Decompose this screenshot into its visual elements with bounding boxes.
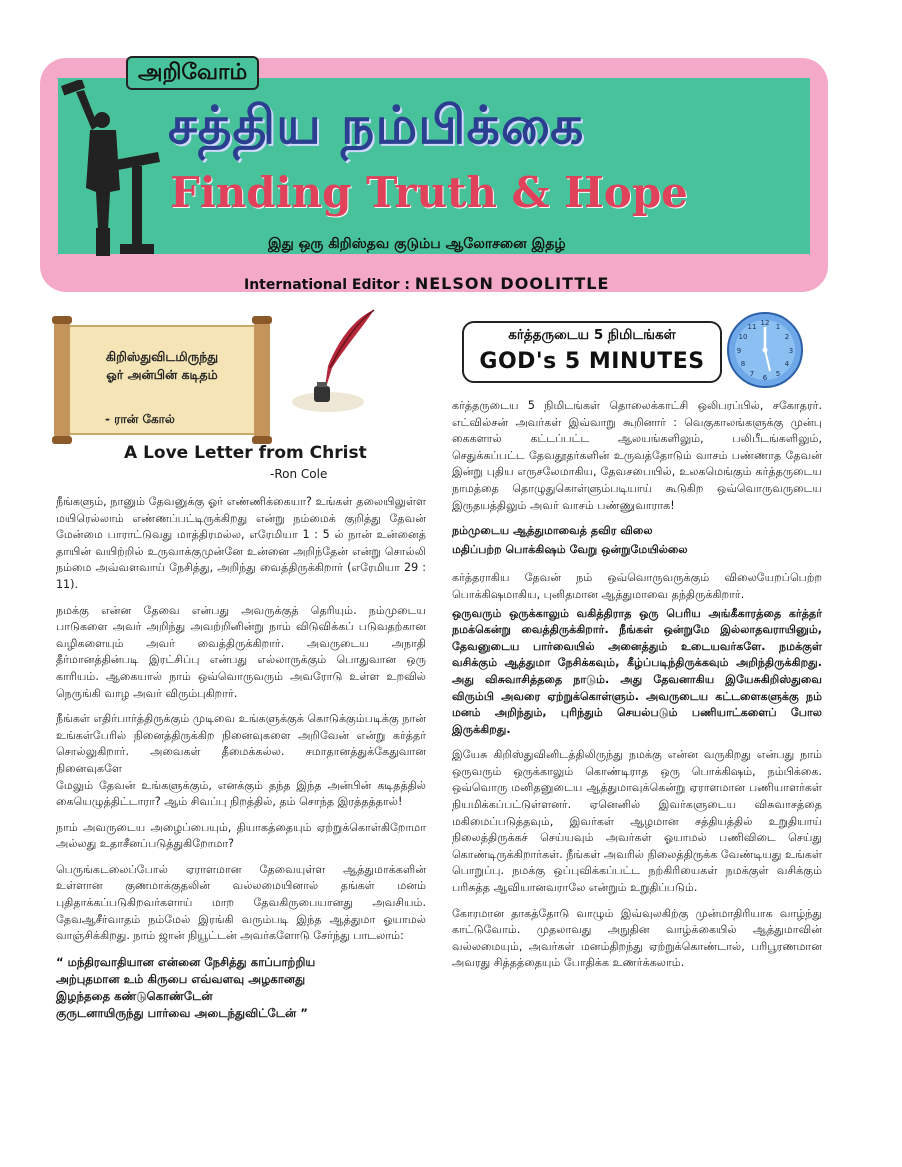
scroll-title-line-2: ஓர் அன்பின் கடிதம்	[106, 367, 218, 382]
quote-line: “ மந்திரவாதியான என்னை நேசித்து காப்பாற்றிய	[56, 954, 316, 969]
svg-text:5: 5	[775, 370, 781, 378]
paragraph: கர்த்தருடைய 5 நிமிடங்கள் தொலைக்காட்சி ஒலிபரப்பில், சகோதரர். எட்வில்சன் அவர்கள் இவ்வாறு கூறினார் : வெகுகாலங்களுக்கு முன்பு கைகளால் கட்டப்பட்ட ஆலயங்களிலும், பலிபீடங்களிலும், செதுக்கப்பட்ட தேவதூதர்களின் உருவத்தோடும் வாசம் பண்ணாத தேவன் இன்று புதிய எருசலேமாகிய, தேவசபையில், உலகமெங்கும் கர்த்தருடைய நாமத்தை தொழுதுகொள்ளும்படியாய் கூடுகிற ஒவ்வொருவருடைய இருதயத்திலும் அவர் வாசம் பண்ணுவாராக!	[452, 399, 822, 512]
paragraph: நமக்கு என்ன தேவை என்பது அவருக்குத் தெரியும். நம்முடைய பாடுகளை அவர் அறிந்து அவற்றினின்று நாம் விடுவிக்கப் படுவதற்கான வழிகளையும் அவர் வைத்திருக்கிறார். அவருடைய அநாதி தீர்மானத்தின்படி இரட்சிப்பு என்பது எல்லாருக்கும் பொதுவான ஒரு காரியம். ஆகையால் நாம் ஒவ்வொருவரும் அவரோடு உள்ள உறவில் நெருங்கி வாழ அவர் விரும்புகிறார்.	[56, 603, 426, 700]
masthead-tag: அறிவோம்	[126, 56, 259, 90]
scroll-title	[62, 348, 262, 384]
clock-icon	[726, 311, 804, 389]
scroll-author: - ரான் கோல்	[105, 412, 175, 426]
quote-line: இழந்ததை கண்டுகொண்டேன்	[56, 988, 213, 1003]
paragraph: நீங்கள் எதிர்பார்த்திருக்கும் முடிவை உங்களுக்குக் கொடுக்கும்படிக்கு நான் உங்கள்பேரில் நினைத்திருக்கிற நினைவுகளை அறிவேன் என்று கர்த்தர் சொல்லுகிறார். அவைகள் தீமைக்கல்ல. சமாதானத்துக்கேதுவான நினைவுகளே	[56, 712, 426, 775]
gods-minutes-title-tamil: கர்த்தருடைய 5 நிமிடங்கள்	[508, 327, 676, 343]
svg-text:1: 1	[775, 323, 781, 331]
svg-text:4: 4	[784, 360, 790, 368]
section-heading: நம்முடைய ஆத்துமாவைத் தவிர விலை	[452, 524, 653, 538]
paragraph: ஒருவரும் ஒருக்காலும் வகித்திராத ஒரு பெரிய அங்கீகாரத்தை கர்த்தர் நமக்கென்று வைத்திருக்கிறார். நீங்கள் ஒன்றுமே இல்லாதவராயினும், தேவனுடைய பார்வையில் அனைத்தும் உடையவர்களே. நமக்குள் வசிக்கும் ஆத்துமா நேசிக்கவும், கீழ்ப்படிந்திருக்கவும் அறிந்திருக்கிறது. அது விசுவாசித்ததை நாடும். அது தேவனாகிய இயேசுகிறிஸ்துவை விரும்பி அவரை ஏற்றுக்கொள்ளும். அவருடைய கட்டளைகளுக்கு நம் மனம் அறிந்தும், புரிந்தும் செயல்படும் பணியாட்களைப் போல இருக்கிறது.	[452, 606, 822, 736]
gods-minutes-box	[462, 321, 722, 383]
svg-text:2: 2	[784, 333, 790, 341]
paragraph: நீங்களும், நானும் தேவனுக்கு ஓர் எண்ணிக்கையா? உங்கள் தலையிலுள்ள மயிரெல்லாம் எண்ணப்பட்டிருக்கிறது என்று நம்மைக் குறித்து தேவன் மேன்மை பாராட்டுவது மாத்திரமல்ல, எரேமியா 1 : 5 ல் நான் உன்னைத் தாயின் வயிற்றில் உருவாக்குமுன்னே உன்னை அறிந்தேன் என்று சொல்லி நம்மை அவ்வளவாய் நேசித்து, அறிந்து வைத்திருக்கிறார் (எரேமியா 29 : 11).	[56, 495, 426, 591]
svg-text:7: 7	[749, 370, 755, 378]
svg-text:3: 3	[788, 347, 794, 355]
paragraph: இயேசு கிறிஸ்துவினிடத்திலிருந்து நமக்கு என்ன வருகிறது என்பது நாம் ஒருவரும் ஒருக்காலும் கொண்டிராத ஒரு பொக்கிஷம், நம்பிக்கை. ஒவ்வொரு மனிதனுடைய ஆத்துமாவுக்கென்று ஏராளமான பணியாளர்கள் நியமிக்கப்பட்டுள்ளனர். ஏனெனில் இவர்களுடைய விசுவாசத்தை மகிமைப்படுத்தவும், இவர்கள் ஆழமான சத்தியத்தில் உறுதியாய் நிலைத்திருக்கச் செய்யவும் அவர்கள் ஓயாமல் பணிவிடை செய்து கொண்டிருக்கிறார்கள். நீங்கள் அவரில் நிலைத்திருக்க வேண்டியது உங்கள் பொறுப்பு. நமக்கு ஒப்புவிக்கப்பட்ட நற்கிரியைகள் நமக்குள் வசிக்கும் பரிசுத்த ஆவியானவராலே என்றும் உறுதிப்படும்.	[452, 748, 822, 895]
quill-pen-icon	[288, 306, 380, 418]
hymn-quote	[56, 954, 426, 1022]
svg-text:8: 8	[740, 360, 746, 368]
paragraph: மேலும் தேவன் உங்களுக்கும், எனக்கும் தந்த இந்த அன்பின் கடிதத்தில் கையெழுத்திட்டாரா? ஆம் சிவப்பு நிறத்தில், தம் சொந்த இரத்தத்தால்!	[56, 778, 426, 809]
svg-text:10: 10	[738, 333, 748, 341]
masthead-title-english: Finding Truth & Hope	[170, 168, 688, 217]
editor-line	[244, 274, 609, 293]
masthead-subtitle: இது ஒரு கிறிஸ்தவ குடும்ப ஆலோசனை இதழ்	[268, 236, 566, 252]
love-letter-byline: -Ron Cole	[270, 467, 328, 481]
quote-line: குருடனாயிருந்து பார்வை அடைந்துவிட்டேன் ”	[56, 1005, 308, 1020]
svg-text:9: 9	[736, 347, 742, 355]
paragraph: நாம் அவருடைய அழைப்பையும், தியாகத்தையும் ஏற்றுக்கொள்கிறோமா அல்லது உதாசீனப்படுத்துகிறோமா?	[56, 820, 426, 851]
preacher-silhouette-icon	[58, 80, 168, 280]
svg-text:12: 12	[760, 319, 770, 327]
editor-label: International Editor :	[244, 277, 410, 293]
paragraph: கோரமான தாகத்தோடு வாழும் இவ்வுலகிற்கு முன்மாதிரியாக வாழ்ந்து காட்டுவோம். முதலாவது அநுதின வாழ்க்கையில் ஆத்துமாவின் வல்லமையும், அவர்கள் மனம்திறந்து ஏற்றுக்கொண்டால், பரிபூரணமான அவரது சித்தத்தையும் போதிக்க உணர்க்கலாம்.	[452, 906, 822, 970]
gods-minutes-title-english: GOD's 5 MINUTES	[479, 349, 705, 374]
love-letter-body	[56, 494, 426, 1022]
gods-minutes-body	[452, 398, 822, 981]
editor-name: NELSON DOOLITTLE	[414, 274, 610, 293]
masthead-title-tamil: சத்திய நம்பிக்கை	[168, 96, 585, 156]
svg-text:11: 11	[747, 323, 757, 331]
paragraph: கர்த்தராகிய தேவன் நம் ஒவ்வொருவருக்கும் விலையேறப்பெற்ற பொக்கிஷமாகிய, புனிதமான ஆத்துமாவை தந்திருக்கிறார்.	[452, 571, 822, 601]
svg-text:6: 6	[762, 374, 768, 382]
paragraph: பெருங்கடலைப்போல் ஏராளமான தேவையுள்ள ஆத்துமாக்களின் உள்ளான குணமாக்குதலின் வல்லமையினால் தங்கள் மனம் புதிதாக்கப்படுகிறவர்களாய் மாற தேவகிருபையானது அவசியம். தேவஆசீர்வாதம் நம்மேல் இரங்கி வரும்படி இந்த ஆத்துமா ஓயாமல் வாஞ்சிக்கிறது. நாம் ஜான் நியூட்டன் அவர்களோடு சேர்ந்து பாடலாம்:	[56, 862, 426, 943]
quote-line: அற்புதமான உம் கிருபை எவ்வளவு அழகானது	[56, 971, 306, 986]
section-heading: மதிப்பற்ற பொக்கிஷம் வேறு ஒன்றுமேயில்லை	[452, 542, 688, 556]
love-letter-title: A Love Letter from Christ	[124, 443, 367, 463]
scroll-title-line-1: கிறிஸ்துவிடமிருந்து	[105, 349, 219, 364]
